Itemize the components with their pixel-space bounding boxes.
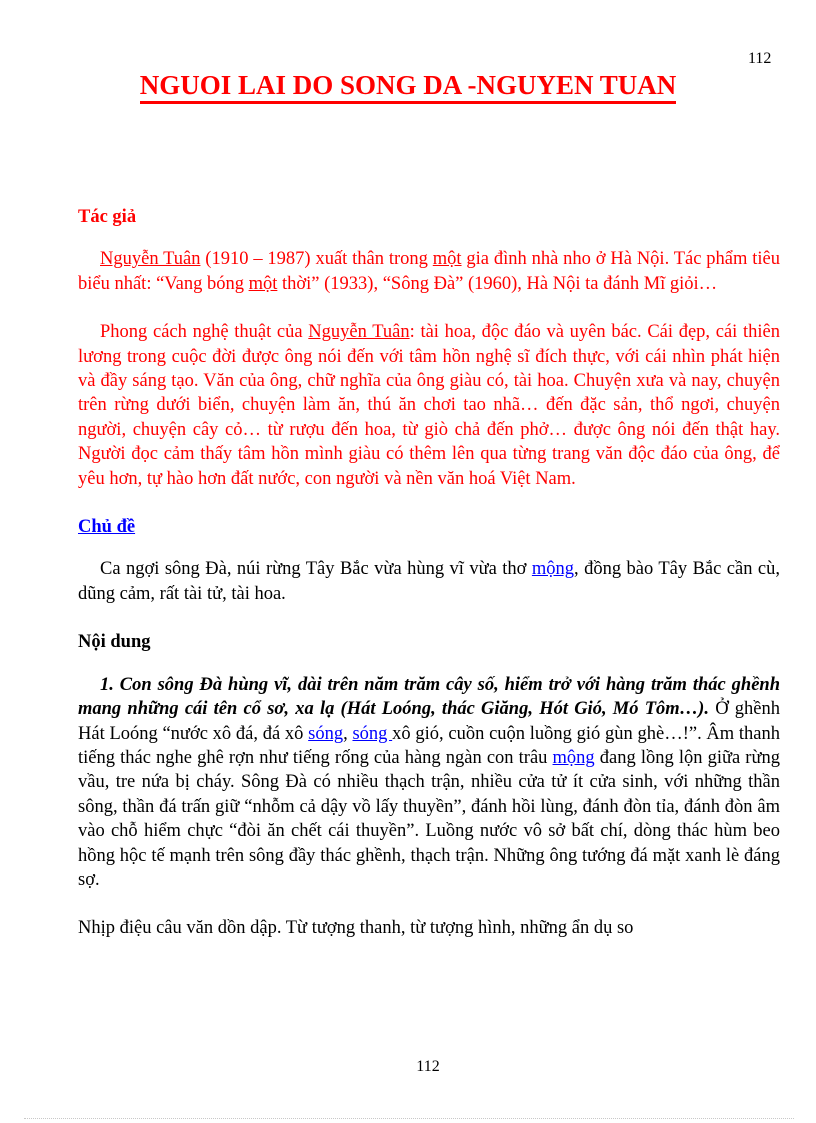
page-number-bottom: 112 <box>416 1058 440 1075</box>
author-name-link-2[interactable]: Nguyễn Tuân <box>308 322 410 343</box>
page-title-text: NGUOI LAI DO SONG DA -NGUYEN TUAN <box>140 70 677 104</box>
author-p2-text-2: : tài hoa, độc đáo và uyên bác. Cái đẹp, cái thiên lương trong cuộc đời được ông nói đến với tâm hồn nghệ sĩ đích thực, với cái nhìn phát hiện và đầy sáng tạo. Văn của ông, chữ nghĩa của ông giàu có, tài hoa. Chuyện xưa và nay, chuyện trên rừng dưới biển, chuyện làm ăn, thú ăn chơi tao nhã… đến đặc sản, thổ ngơi, chuyện người, chuyện cây cỏ… từ rượu đến hoa, từ giò chả đến phở… được ông nói đến thật hay. Người đọc cảm thấy tâm hồn mình giàu có thêm lên qua từng trang văn độc đáo của ông, để yêu hơn, tự hào hơn đất nước, con người và nền văn hoá Việt Nam. <box>78 322 780 489</box>
author-paragraph-1 <box>78 247 780 296</box>
author-paragraph-2 <box>78 320 780 491</box>
theme-text-1: Ca ngợi sông Đà, núi rừng Tây Bắc vừa hùng vĩ vừa thơ <box>100 559 532 580</box>
theme-paragraph <box>78 557 780 606</box>
content-p1-text-3: xô gió, cuồn cuộn luồng gió gùn ghè…!”. Âm thanh tiếng thác nghe ghê rợn như tiếng rống của hàng ngàn con trâu <box>78 723 781 768</box>
content-p1-text-2: , <box>343 723 353 744</box>
heading-theme[interactable]: Chủ đề <box>78 517 136 538</box>
page-title <box>0 70 816 104</box>
author-p1-word-mot[interactable]: một <box>432 249 462 270</box>
author-p1-text-1: (1910 – 1987) xuất thân trong <box>200 249 433 270</box>
theme-text-2: , đồng bào Tây Bắc cần cù, dũng cảm, rất tài tử, tài hoa. <box>78 559 780 604</box>
theme-link-mong[interactable]: mộng <box>531 559 575 580</box>
author-p1-word-mot-2[interactable]: một <box>248 273 278 294</box>
content-paragraph-1 <box>78 673 780 893</box>
heading-author: Tác giả <box>78 207 137 227</box>
content-p1-text-1: Ở ghềnh Hát Loóng “nước xô đá, đá xô <box>78 699 780 744</box>
content-subheading: 1. Con sông Đà hùng vĩ, dài trên năm trăm cây số, hiểm trở với hàng trăm thác ghềnh mang những cái tên cổ sơ, xa lạ (Hát Loóng, thác Giăng, Hót Gió, Mó Tôm…). <box>78 674 780 720</box>
document-body <box>78 205 780 965</box>
author-name-link[interactable]: Nguyễn Tuân <box>100 249 201 270</box>
page-number-top: 112 <box>748 50 772 67</box>
content-paragraph-2: Nhịp điệu câu văn dồn dập. Từ tượng thanh, từ tượng hình, những ẩn dụ so <box>78 918 634 939</box>
content-link-song-1[interactable]: sóng <box>308 723 344 744</box>
content-p1-text-4: đang lồng lộn giữa rừng vầu, tre nứa bị cháy. Sông Đà có nhiều thạch trận, nhiều cửa tử ít cửa sinh, với những thần sông, thần đá trấn giữ “nhỗm cả dậy vồ lấy thuyền”, đánh hồi lùng, đánh đòn tỉa, đánh đòn âm vào chỗ hiểm chực “đòi ăn chết cái thuyền”. Luồng nước vô sở bất chí, dòng thác hùm beo hồng hộc tế mạnh trên sông đầy thác ghềnh, thạch trận. Những ông tướng đá mặt xanh lè đáng sợ. <box>78 747 780 890</box>
author-p2-text-1: Phong cách nghệ thuật của <box>100 322 309 343</box>
heading-content: Nội dung <box>78 632 151 653</box>
author-p1-text-3: thời” (1933), “Sông Đà” (1960), Hà Nội ta đánh Mĩ giỏi… <box>277 273 718 294</box>
author-p1-text-2: gia đình nhà nho ở Hà Nội. Tác phẩm tiêu biểu nhất: “Vang bóng <box>78 249 780 294</box>
content-link-song-2[interactable]: sóng <box>352 723 393 744</box>
page-bottom-divider <box>24 1118 794 1119</box>
content-link-mong[interactable]: mộng <box>552 747 595 768</box>
